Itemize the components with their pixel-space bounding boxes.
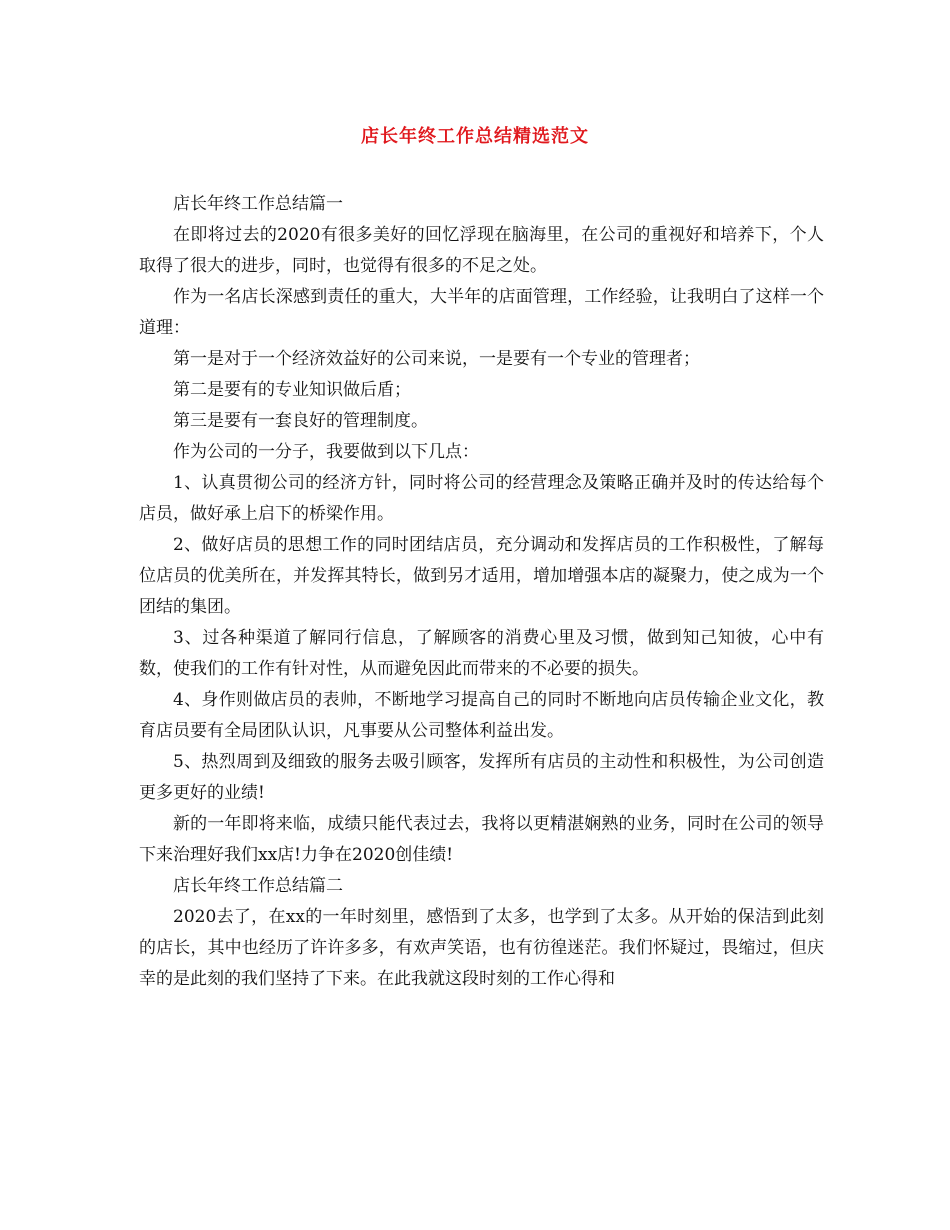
paragraph: 在即将过去的2020有很多美好的回忆浮现在脑海里，在公司的重视好和培养下，个人取得了很大的进步，同时，也觉得有很多的不足之处。	[139, 225, 824, 276]
paragraph: 作为公司的一分子，我要做到以下几点：	[173, 442, 479, 462]
list-item: 1、认真贯彻公司的经济方针，同时将公司的经营理念及策略正确并及时的传达给每个店员，做好承上启下的桥梁作用。	[139, 473, 824, 524]
document-title: 店长年终工作总结精选范文	[361, 126, 589, 147]
paragraph: 新的一年即将来临，成绩只能代表过去，我将以更精湛娴熟的业务，同时在公司的领导下来治理好我们xx店!力争在2020创佳绩!	[139, 814, 824, 865]
list-item: 3、过各种渠道了解同行信息，了解顾客的消费心里及习惯，做到知己知彼，心中有数，使我们的工作有针对性，从而避免因此而带来的不必要的损失。	[139, 628, 824, 679]
list-item: 2、做好店员的思想工作的同时团结店员，充分调动和发挥店员的工作积极性，了解每位店员的优美所在，并发挥其特长，做到另才适用，增加增强本店的凝聚力，使之成为一个团结的集团。	[139, 535, 824, 617]
document-body	[139, 189, 824, 995]
section-heading-2: 店长年终工作总结篇二	[173, 876, 343, 896]
paragraph: 第三是要有一套良好的管理制度。	[173, 411, 428, 431]
list-item: 5、热烈周到及细致的服务去吸引顾客，发挥所有店员的主动性和积极性，为公司创造更多更好的业绩!	[139, 752, 824, 803]
paragraph: 2020去了，在xx的一年时刻里，感悟到了太多，也学到了太多。从开始的保洁到此刻的店长，其中也经历了许许多多，有欢声笑语，也有彷徨迷茫。我们怀疑过，畏缩过，但庆幸的是此刻的我们坚持了下来。在此我就这段时刻的工作心得和	[139, 907, 824, 989]
paragraph: 第一是对于一个经济效益好的公司来说，一是要有一个专业的管理者；	[173, 349, 700, 369]
paragraph: 第二是要有的专业知识做后盾；	[173, 380, 411, 400]
section-heading-1: 店长年终工作总结篇一	[173, 194, 343, 214]
paragraph: 作为一名店长深感到责任的重大，大半年的店面管理，工作经验，让我明白了这样一个道理：	[139, 287, 824, 338]
list-item: 4、身作则做店员的表帅，不断地学习提高自己的同时不断地向店员传输企业文化，教育店员要有全局团队认识，凡事要从公司整体利益出发。	[139, 690, 824, 741]
